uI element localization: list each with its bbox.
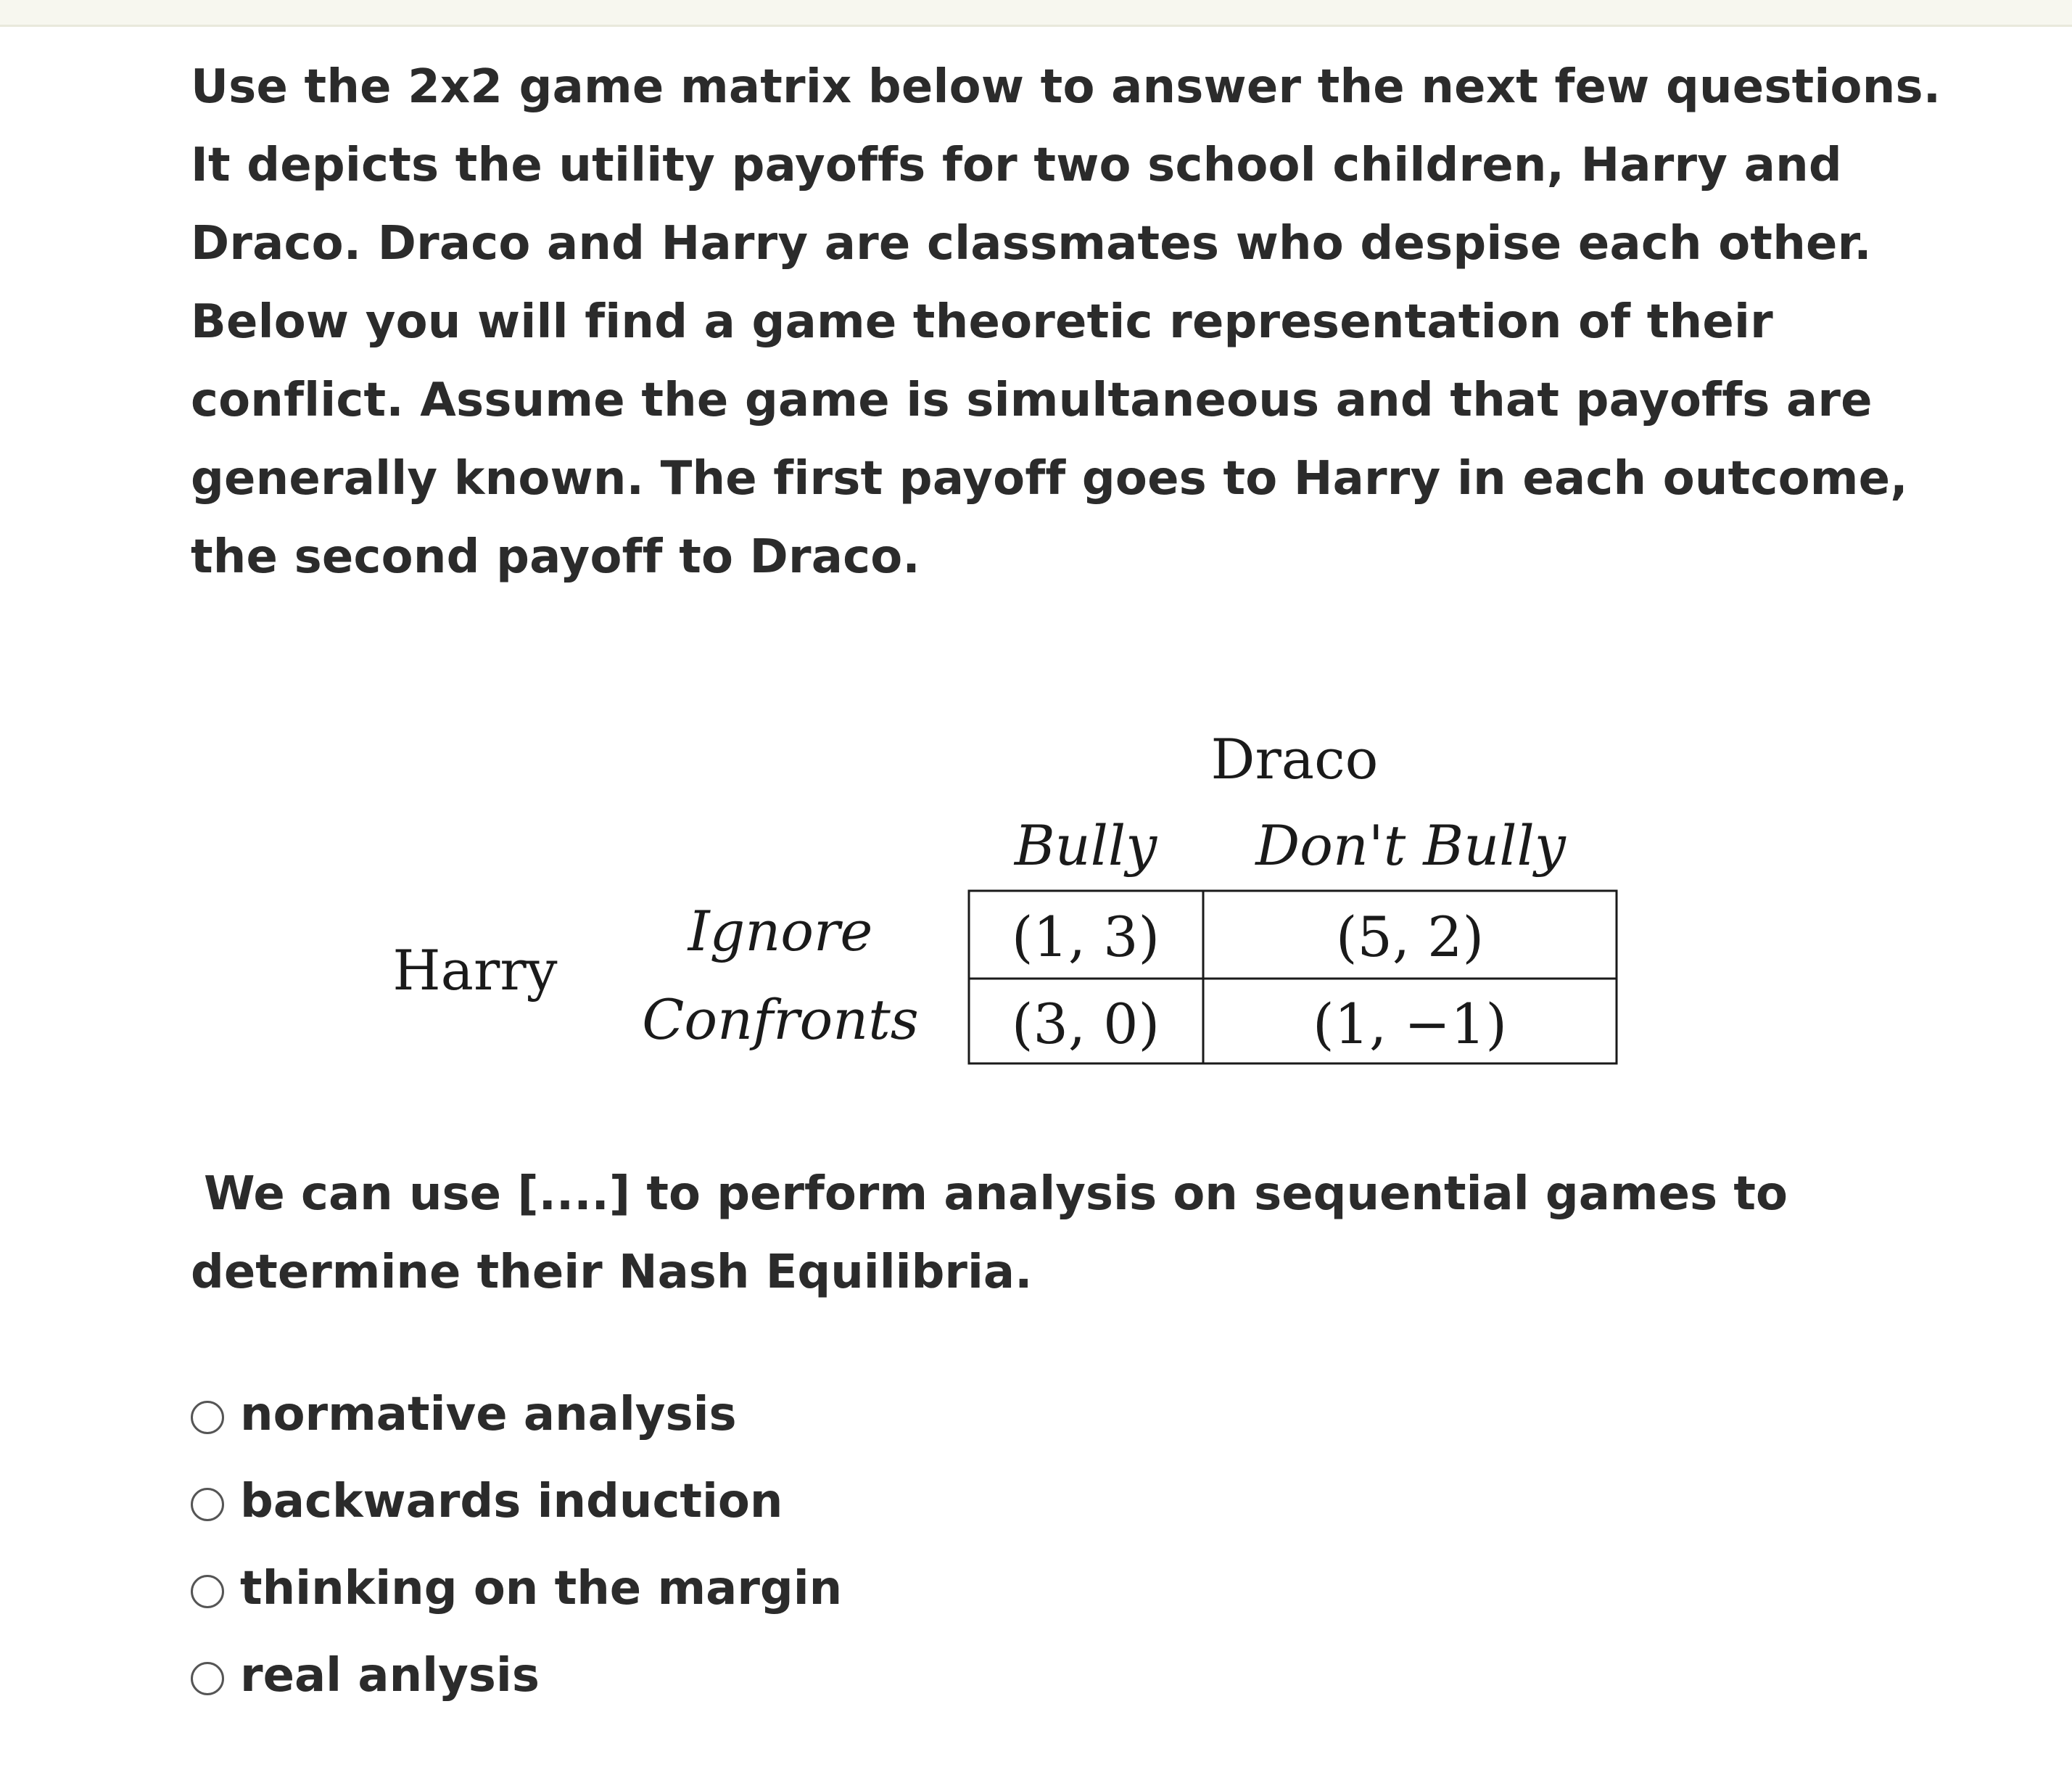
payoff-cell-ignore-dont-bully: (5, 2) <box>1335 905 1485 969</box>
intro-line: the second payoff to Draco. <box>191 530 920 584</box>
answer-option-real-anlysis[interactable] <box>191 1632 842 1719</box>
answer-options <box>191 1371 842 1719</box>
radio-button[interactable] <box>191 1401 224 1434</box>
matrix-border <box>969 891 1617 1063</box>
row-strategy-confronts: Confronts <box>642 987 919 1052</box>
column-strategy-dont-bully: Don't Bully <box>1255 813 1566 878</box>
question-line: determine their Nash Equilibria. <box>191 1246 1033 1299</box>
option-label: normative analysis <box>240 1388 737 1441</box>
payoff-cell-confronts-dont-bully: (1, −1) <box>1312 992 1508 1056</box>
option-label: backwards induction <box>240 1475 783 1528</box>
intro-line: Draco. Draco and Harry are classmates who despise each other. <box>191 217 1872 271</box>
radio-button[interactable] <box>191 1575 224 1608</box>
column-player-label: Draco <box>1210 727 1379 791</box>
payoff-cell-ignore-bully: (1, 3) <box>1011 905 1160 969</box>
top-strip <box>0 0 2072 27</box>
radio-button[interactable] <box>191 1488 224 1521</box>
row-strategy-ignore: Ignore <box>688 899 873 963</box>
answer-option-backwards-induction[interactable] <box>191 1458 842 1545</box>
intro-line: conflict. Assume the game is simultaneous and that payoffs are <box>191 374 1873 427</box>
intro-line: generally known. The first payoff goes to Harry in each outcome, <box>191 452 1908 506</box>
payoff-cell-confronts-bully: (3, 0) <box>1011 992 1160 1056</box>
intro-line: Below you will find a game theoretic representation of their <box>191 295 1773 349</box>
intro-line: Use the 2x2 game matrix below to answer the next few questions. <box>191 60 1941 114</box>
intro-paragraph <box>191 48 1946 596</box>
question-line: We can use [....] to perform analysis on sequential games to <box>204 1167 1788 1221</box>
answer-option-normative-analysis[interactable] <box>191 1371 842 1458</box>
column-strategy-bully: Bully <box>1014 813 1157 878</box>
intro-line: It depicts the utility payoffs for two school children, Harry and <box>191 139 1842 192</box>
option-label: real anlysis <box>240 1649 540 1703</box>
row-player-label: Harry <box>392 938 558 1003</box>
answer-option-thinking-on-the-margin[interactable] <box>191 1545 842 1632</box>
question-text <box>191 1155 1946 1312</box>
radio-button[interactable] <box>191 1662 224 1695</box>
option-label: thinking on the margin <box>240 1562 843 1615</box>
